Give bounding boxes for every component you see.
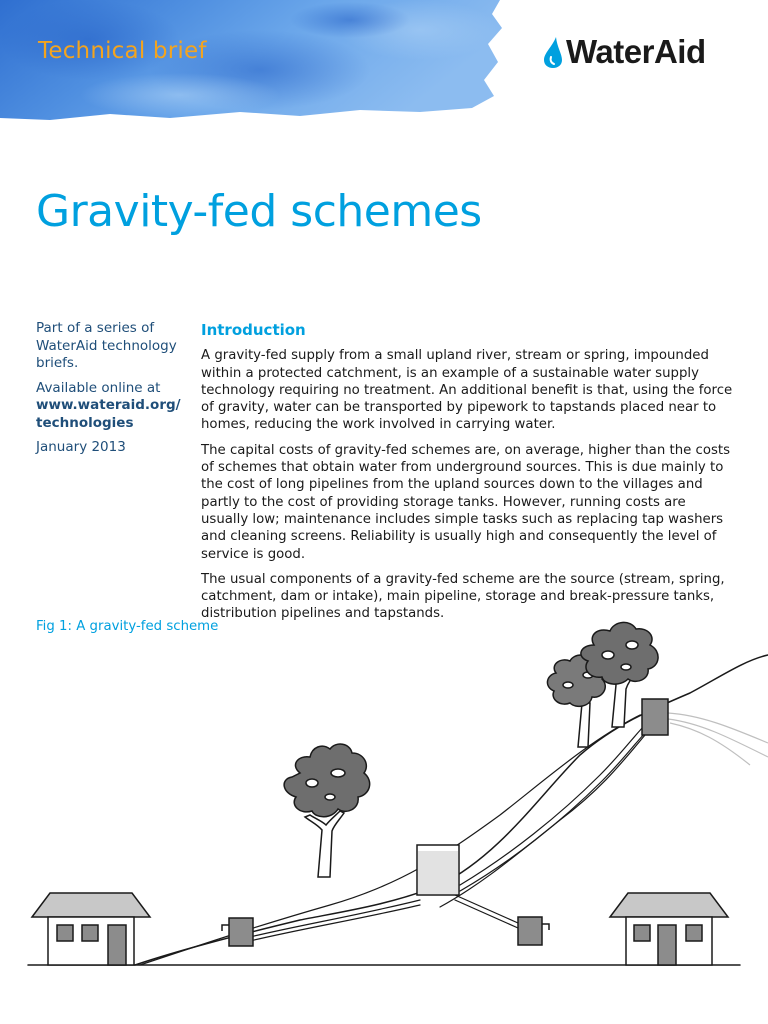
storage-tank <box>417 845 459 895</box>
house-left <box>32 893 150 965</box>
intro-paragraph-2: The capital costs of gravity-fed schemes are, on average, higher than the costs of schemes that obtain water from underground sources. This is due mainly to the cost of long pipelines from the upland sources down to the villages and partly to the cost of providing storage tanks. However, running costs are usually low; maintenance includes simple tasks such as replacing tap washers and cleaning screens. Reliability is usually high and consequently the level of service is good. <box>201 442 731 562</box>
tree-middle <box>284 744 370 877</box>
wateraid-technologies-link[interactable] <box>36 397 196 432</box>
scheme-diagram <box>0 615 768 985</box>
pipeline-right-inner <box>455 900 518 928</box>
available-label: Available online at <box>36 379 161 396</box>
pipeline-right <box>455 895 518 923</box>
availability-note <box>36 380 196 433</box>
sidebar-info <box>36 320 196 464</box>
intro-paragraph-1: A gravity-fed supply from a small upland river, stream or spring, impounded within a protected catchment, is an example of a sustainable water supply technology requiring no treatment. An additional benefit is that, using the force of gravity, water can be transported by pipework to tapstands placed near to homes, reducing the work involved in carrying water. <box>201 348 733 433</box>
intake-box <box>642 699 668 735</box>
hill-ridge <box>440 735 645 907</box>
hill-slope <box>140 715 640 965</box>
gravity-fed-scheme-illustration <box>0 615 768 985</box>
publication-date: January 2013 <box>36 439 126 455</box>
figure-caption: Fig 1: A gravity-fed scheme <box>36 619 219 634</box>
water-drop-icon <box>542 35 564 69</box>
pipeline-left <box>250 900 420 937</box>
main-pipeline <box>460 725 645 885</box>
document-type-label: Technical brief <box>38 38 207 64</box>
series-note: Part of a series of WaterAid technology briefs. <box>36 320 177 371</box>
intro-paragraph-3: The usual components of a gravity-fed scheme are the source (stream, spring, catchment, dam or intake), main pipeline, storage and break-pressure tanks, distribution pipelines and tapstands. <box>201 571 725 622</box>
link-line-2: technologies <box>36 414 134 431</box>
introduction-heading: Introduction <box>201 321 306 339</box>
tapstand-right <box>518 917 549 945</box>
stream-source <box>668 713 768 765</box>
logo-wordmark: WaterAid <box>566 33 706 70</box>
house-right <box>610 893 728 965</box>
pipeline-left-inner <box>250 905 420 941</box>
page-title: Gravity-fed schemes <box>36 186 482 237</box>
tapstand-left <box>222 918 253 946</box>
wateraid-logo <box>542 32 706 72</box>
introduction-section <box>201 322 736 631</box>
link-line-1: www.wateraid.org/ <box>36 397 181 413</box>
